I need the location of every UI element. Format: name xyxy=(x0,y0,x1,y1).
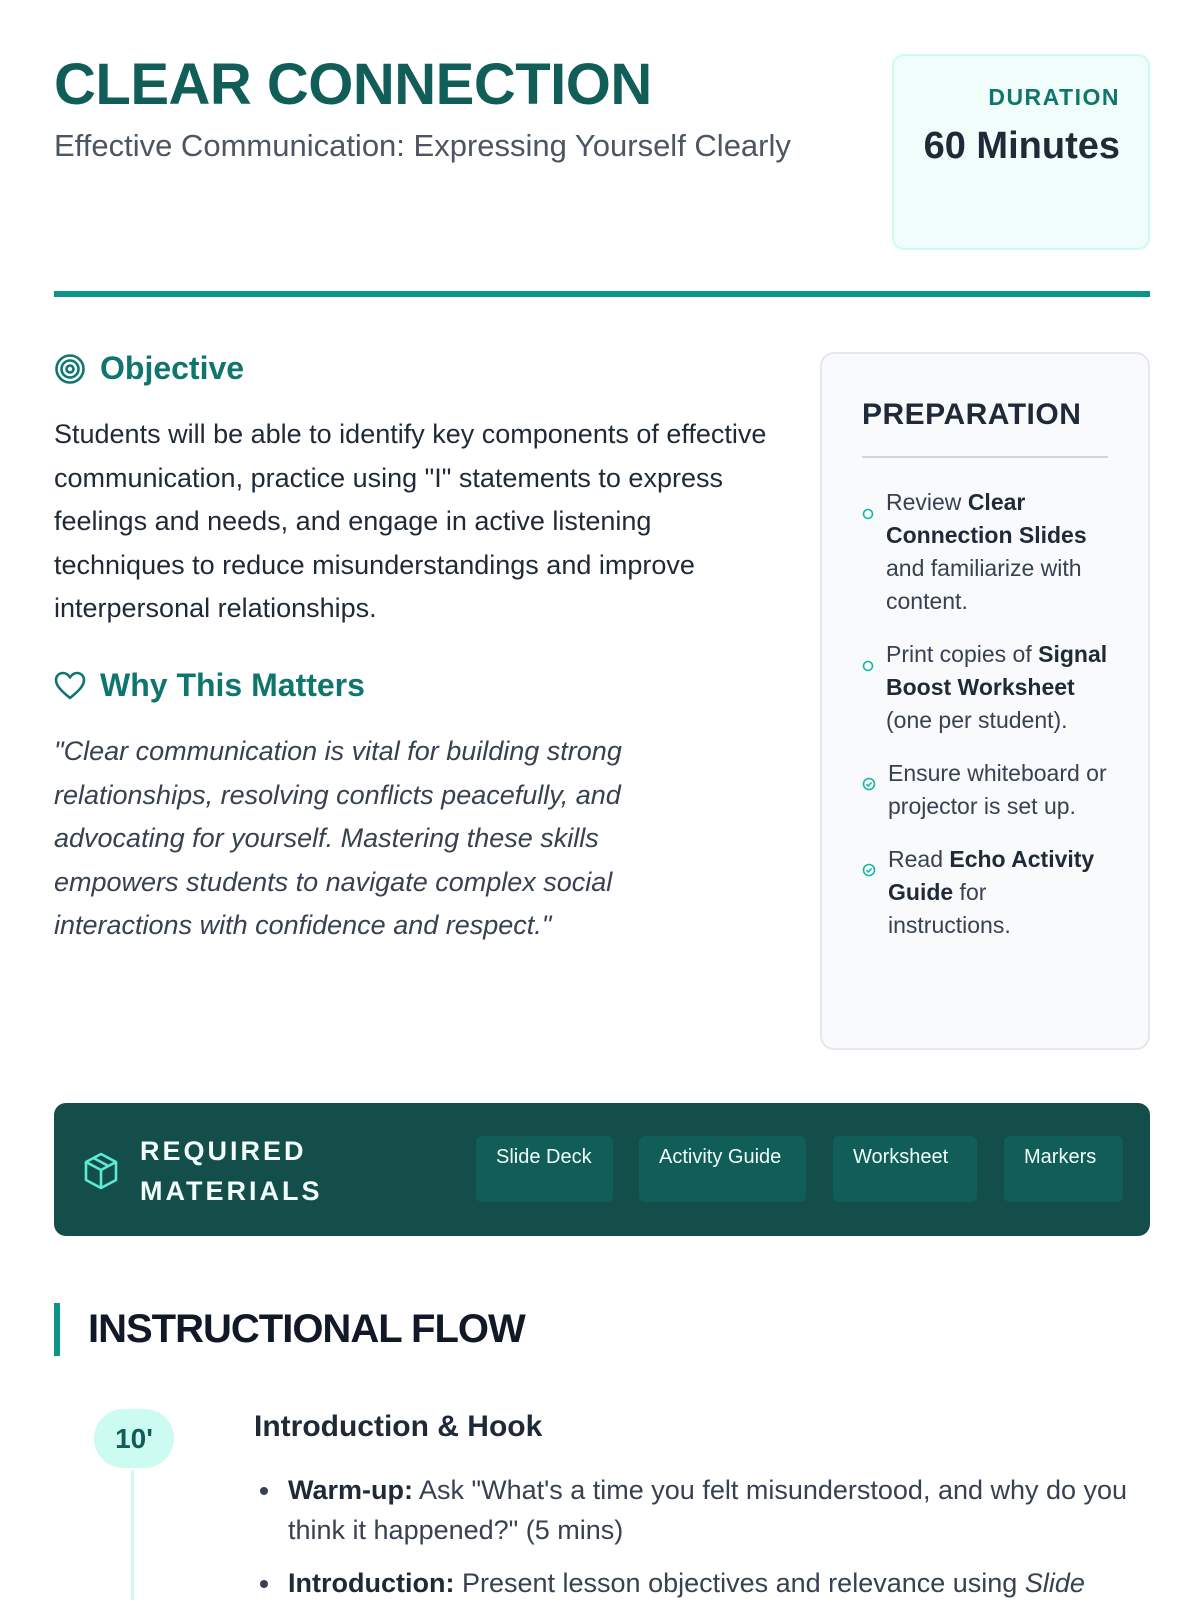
check-circle-icon xyxy=(862,496,874,529)
duration-label: DURATION xyxy=(988,84,1120,110)
preparation-item-text: Ensure whiteboard or projector is set up. xyxy=(888,760,1107,819)
timeline-line xyxy=(131,1470,134,1600)
objective-heading: Objective xyxy=(100,350,245,386)
preparation-title: PREPARATION xyxy=(862,398,1082,431)
preparation-list xyxy=(862,486,1108,942)
header-divider xyxy=(54,291,1150,297)
preparation-card xyxy=(820,352,1150,1050)
preparation-item-text: Review Clear Connection Slides and familiarize with content. xyxy=(886,489,1087,614)
duration-value: 60 Minutes xyxy=(923,125,1120,167)
preparation-item xyxy=(862,757,1108,823)
step-bullet: Warm-up: Ask "What's a time you felt misunderstood, and why do you think it happened?" (5 mins) xyxy=(254,1470,1134,1550)
material-chip-markers: Markers xyxy=(1004,1136,1123,1202)
flow-accent-bar xyxy=(54,1303,60,1356)
step-title: Introduction & Hook xyxy=(254,1410,543,1443)
preparation-item-text: Read Echo Activity Guide for instructions. xyxy=(888,846,1095,938)
material-chip-worksheet: Worksheet xyxy=(833,1136,977,1202)
check-circle-icon xyxy=(862,853,876,886)
check-circle-icon xyxy=(862,767,876,800)
materials-label: REQUIRED MATERIALS xyxy=(140,1136,323,1206)
objective-text: Students will be able to identify key components of effective communication, practice using "I" statements to express feelings and needs, and engage in active listening techniques to reduce misunderstandings and improve interpersonal relationships. xyxy=(54,419,767,623)
page-subtitle: Effective Communication: Expressing Yourself Clearly xyxy=(54,128,791,163)
preparation-item xyxy=(862,638,1108,737)
preparation-item-text: Print copies of Signal Boost Worksheet (one per student). xyxy=(886,641,1108,733)
page-title: CLEAR CONNECTION xyxy=(54,52,652,117)
check-circle-icon xyxy=(862,648,874,681)
target-icon xyxy=(54,353,86,385)
preparation-item xyxy=(862,486,1108,618)
step-bullet: Introduction: Present lesson objectives and relevance using Slide xyxy=(254,1563,1134,1600)
step-time-badge: 10' xyxy=(94,1409,174,1468)
why-heading-row xyxy=(54,667,365,704)
preparation-item xyxy=(862,843,1108,942)
why-quote: "Clear communication is vital for building strong relationships, resolving conflicts peacefully, and advocating for yourself. Mastering these skills empowers students to navigate complex social interactions with confidence and respect." xyxy=(54,736,622,940)
heart-icon xyxy=(54,671,86,701)
step-bullet-list xyxy=(254,1470,1134,1600)
flow-title: INSTRUCTIONAL FLOW xyxy=(88,1307,525,1351)
why-heading: Why This Matters xyxy=(100,667,365,703)
material-chip-slide-deck: Slide Deck xyxy=(476,1136,613,1202)
duration-card xyxy=(892,54,1150,250)
preparation-divider xyxy=(862,456,1108,458)
objective-heading-row xyxy=(54,350,244,387)
box-icon xyxy=(82,1151,120,1191)
material-chip-activity-guide: Activity Guide xyxy=(639,1136,806,1202)
required-materials-bar xyxy=(54,1103,1150,1236)
